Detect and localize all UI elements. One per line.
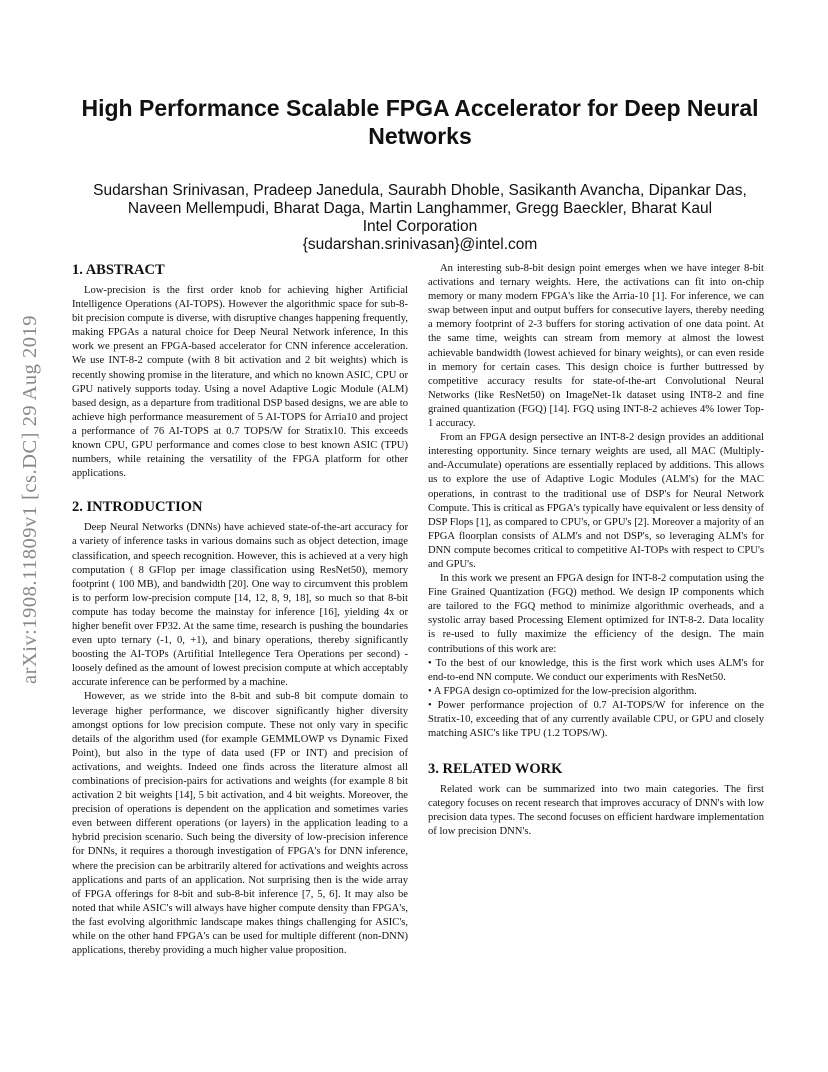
contact-email[interactable]: {sudarshan.srinivasan}@intel.com: [302, 236, 538, 253]
affiliation: Intel Corporation: [362, 218, 478, 235]
introduction-heading: 2. INTRODUCTION: [72, 499, 203, 516]
intro-paragraph-5: In this work we present an FPGA design for INT-8-2 computation using the Fine Grained Quantization (FGQ) method. We design IP components which are tailored to the FGQ method to minimize algorithmic overheads, and a systolic array based Processing Element optimized for INT-8-2. Data locality is re-used to fully maximize the efficiency of the design. The main contributions of this work are:: [428, 573, 764, 655]
author-line-2: Naveen Mellempudi, Bharat Daga, Martin Langhammer, Gregg Baeckler, Bharat Kaul: [127, 200, 713, 217]
intro-paragraph-4: From an FPGA design persective an INT-8-2 design provides an additional interesting opportunity. Since ternary weights are used, all MAC (Multiply-and-Accumulate) operations are essentially replaced by additions. This allows us to explore the use of Adaptive Logic Modules (ALM's) for the MAC operations, in contrast to the traditional use of DSP's for Neural Network Compute. This is critical as FPGA's typically have equivalent or less density of DSP Flops [1], as compared to CPU's, or GPU's [2]. Moreover a majority of an FPGA floorplan consists of ALM's and not DSP's, so leveraging ALM's for DNN compute becomes critical to competitive AI-TOPs with respect to CPU's and GPU's.: [428, 432, 764, 570]
contribution-item-1: • To the best of our knowledge, this is the first work which uses ALM's for end-to-end NN compute. We conduct our experiments with ResNet50.: [428, 657, 764, 683]
abstract-text: Low-precision is the first order knob for achieving higher Artificial Intelligence Operations (AI-TOPS). However the algorithmic space for sub-8-bit precision compute is diverse, with disruptive changes happening frequently, making FPGAs a natural choice for Deep Neural Network inference, In this work we present an FPGA-based accelerator for CNN inference acceleration. We use INT-8-2 compute (with 8 bit activation and 2 bit weights) which is recently showing promise in the literature, and which no known ASIC, CPU or GPU natively supports today. Using a novel Adaptive Logic Module (ALM) based design, as a departure from traditional DSP based designs, we are able to achieve high performance measurement of 5 AI-TOPS for Arria10 and project a performance of 76 AI-TOPS at 0.7 TOPS/W for Stratix10. This exceeds known CPU, GPU performance and comes close to best known ASIC (TPU) numbers, while retaining the versatility of the FPGA platform for other applications.: [72, 285, 408, 480]
related-work-text: Related work can be summarized into two main categories. The first category focuses on recent research that improves accuracy of DNN's with low precision data types. The second focuses on efficient hardware implementation of low precision DNN's.: [428, 784, 764, 838]
paper-title: High Performance Scalable FPGA Accelerator for Deep Neural Networks: [81, 95, 759, 149]
intro-paragraph-2: However, as we stride into the 8-bit and sub-8 bit compute domain to leverage higher performance, we discover significantly higher diversity amongst options for low precision compute. These not only vary in specific details of the algorithm used (for example GEMMLOWP vs Dynamic Fixed Point), but also in the type of data used (FP or INT) and precision of activations, and weights. Indeed one finds across the literature almost all combinations of precision-pairs for activations and weights (for example 8 bit activation 2 bit weights [14], 5 bit activation, and 4 bit weights. Moreover, the precision of operations is dependent on the application and sometimes varies even between different operations (or layers) in the application leading to a hybrid precision scenario. Such being the diversity of low-precision inference for DNNs, it requires a thorough investigation of FPGA's for DNN inference, where the precision can be arbitrarily altered for activations and weights across applications and parts of an application. Not surprising then is the wide array of FPGA offerings for 8-bit and sub-8-bit inference [7, 5, 6]. It may also be noted that while ASIC's will always have higher compute density than FPGA's, the fast evolving algorithmic landscape makes things challenging for ASIC's, while on the other hand FPGA's can be used for multiple different (non-DNN) applications, thereby providing a much higher value proposition.: [72, 691, 408, 957]
abstract-heading: 1. ABSTRACT: [72, 262, 165, 278]
author-block: [70, 182, 770, 254]
intro-paragraph-3: An interesting sub-8-bit design point emerges when we have integer 8-bit activations and ternary weights. Here, the activations can fit into on-chip memory or many modern FPGA's like the Arria-10 [1]. For inference, we can swap between input and output buffers for consecutive layers, thereby needing a memory footprint of 2-3 buffers for storing activation of one data point. At the same time, weights can stream from memory at almost the lowest achievable bandwidth (lowest achieved for binary weights), or can even reside in memory for certain cases. This design choice is further buttressed by competitive accuracy results for state-of-the-art Convolutional Neural Networks (like ResNet50) on ImageNet-1k dataset using INT8-2 and fine grained quantization (FGQ) [14]. FGQ using INT-8-2 achieves 4% lower Top-1 accuracy.: [428, 263, 764, 430]
author-line-1: Sudarshan Srinivasan, Pradeep Janedula, Saurabh Dhoble, Sasikanth Avancha, Dipankar Das,: [93, 182, 747, 199]
contribution-item-2: • A FPGA design co-optimized for the low-precision algorithm.: [428, 685, 697, 697]
related-work-heading: 3. RELATED WORK: [428, 761, 563, 778]
contribution-item-3: • Power performance projection of 0.7 AI-TOPS/W for inference on the Stratix-10, exceeding that of any currently available CPU, or GPU and closely matching ASIC's like TPU (1.2 TOPS/W).: [428, 699, 764, 740]
left-column: [72, 262, 408, 958]
arxiv-identifier: arXiv:1908.11809v1 [cs.DC] 29 Aug 2019: [19, 315, 41, 685]
intro-paragraph-1: Deep Neural Networks (DNNs) have achieved state-of-the-art accuracy for a variety of inference tasks in various domains such as object detection, image classification, and speech recognition. However, this is achieved at a very high computation ( 8 GFlop per image classification using ResNet50), memory footprint ( 100 MB), and bandwidth [20]. One way to circumvent this problem is to perform low-precision compute [14, 12, 8, 9, 18], so much so that 8-bit compute has today become the mainstay for inference [16], yielding 4x or higher benefit over FP32. At the same time, research is pushing the boundaries even upto ternary (-1, 0, +1), and binary operations, thereby significantly boosting the AI-TOPs (Artifitial Intellegence Tera Operations per second) - loosely defined as the amount of lowest precision compute at which acceptably accurate inference can be performed by a machine.: [72, 522, 408, 689]
right-column: [428, 262, 764, 840]
